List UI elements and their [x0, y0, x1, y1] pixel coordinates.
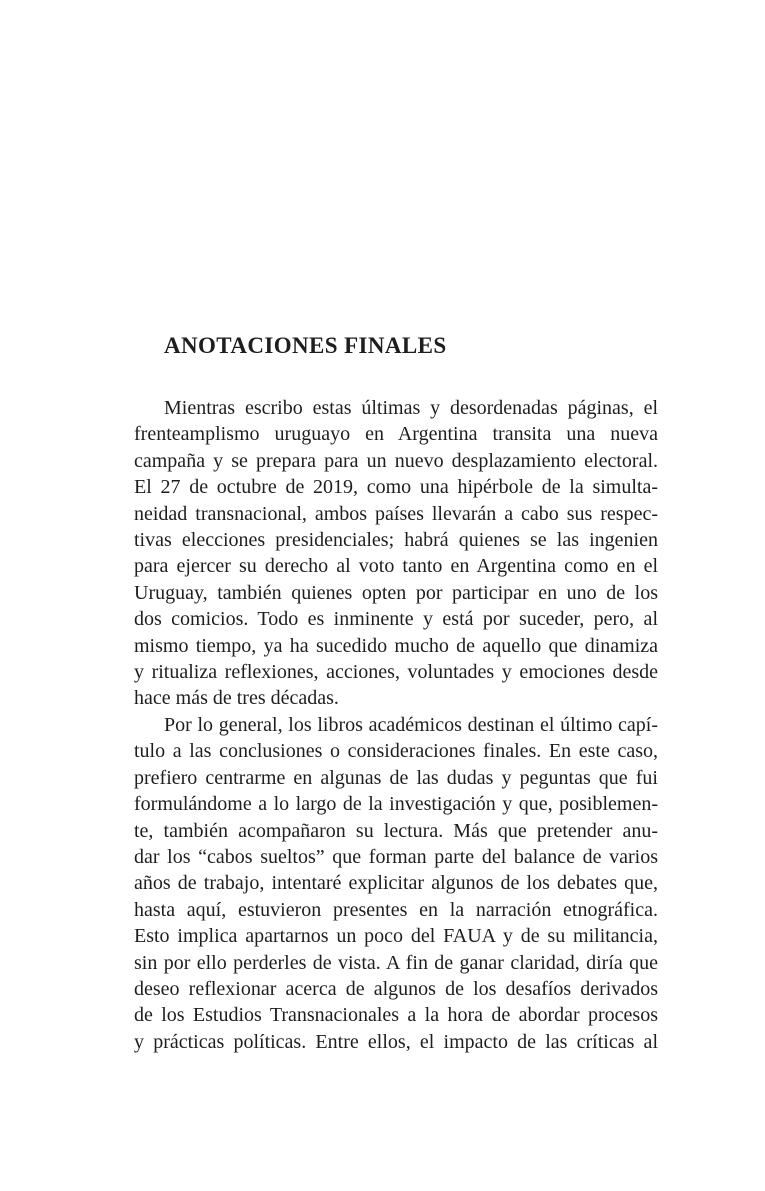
- text-line: campaña y se prepara para un nuevo desplazamiento electoral.: [134, 449, 658, 472]
- text-line: dos comicios. Todo es inminente y está por suceder, pero, al: [134, 608, 658, 631]
- paragraph: [134, 712, 658, 1055]
- paragraph: [134, 395, 658, 712]
- text-line: deseo reflexionar acerca de algunos de los desafíos derivados: [134, 977, 658, 1000]
- text-line: dar los “cabos sueltos” que forman parte del balance de varios: [134, 845, 658, 868]
- text-line: neidad transnacional, ambos países llevarán a cabo sus respec-: [134, 502, 658, 525]
- text-line: prefiero centrarme en algunas de las dudas y peguntas que fui: [134, 766, 658, 789]
- text-line: tulo a las conclusiones o consideraciones finales. En este caso,: [134, 740, 658, 763]
- text-line: y prácticas políticas. Entre ellos, el impacto de las críticas al: [134, 1030, 658, 1053]
- text-line: Uruguay, también quienes opten por participar en uno de los: [134, 581, 658, 604]
- text-line: hace más de tres décadas.: [134, 687, 339, 710]
- text-line: mismo tiempo, ya ha sucedido mucho de aquello que dinamiza: [134, 634, 658, 657]
- section-heading: ANOTACIONES FINALES: [164, 333, 447, 358]
- text-line: hasta aquí, estuvieron presentes en la narración etnográfica.: [134, 898, 658, 921]
- text-line: tivas elecciones presidenciales; habrá quienes se las ingenien: [134, 529, 658, 552]
- text-line: de los Estudios Transnacionales a la hora de abordar procesos: [134, 1004, 658, 1027]
- text-line: te, también acompañaron su lectura. Más que pretender anu-: [134, 819, 658, 842]
- text-line: y ritualiza reflexiones, acciones, voluntades y emociones desde: [134, 661, 658, 684]
- text-line: formulándome a lo largo de la investigación y que, posiblemen-: [134, 793, 658, 816]
- text-line: Esto implica apartarnos un poco del FAUA y de su militancia,: [134, 925, 658, 948]
- text-line: Por lo general, los libros académicos destinan el último capí-: [164, 713, 658, 736]
- text-line: sin por ello perderles de vista. A fin de ganar claridad, diría que: [134, 951, 658, 974]
- page-content: [134, 331, 658, 1055]
- text-line: años de trabajo, intentaré explicitar algunos de los debates que,: [134, 872, 658, 895]
- text-line: Mientras escribo estas últimas y desordenadas páginas, el: [164, 397, 658, 419]
- text-line: frenteamplismo uruguayo en Argentina transita una nueva: [134, 423, 658, 446]
- text-block: [134, 395, 658, 1055]
- text-line: El 27 de octubre de 2019, como una hipérbole de la simulta-: [134, 476, 658, 499]
- text-line: para ejercer su derecho al voto tanto en Argentina como en el: [134, 555, 658, 578]
